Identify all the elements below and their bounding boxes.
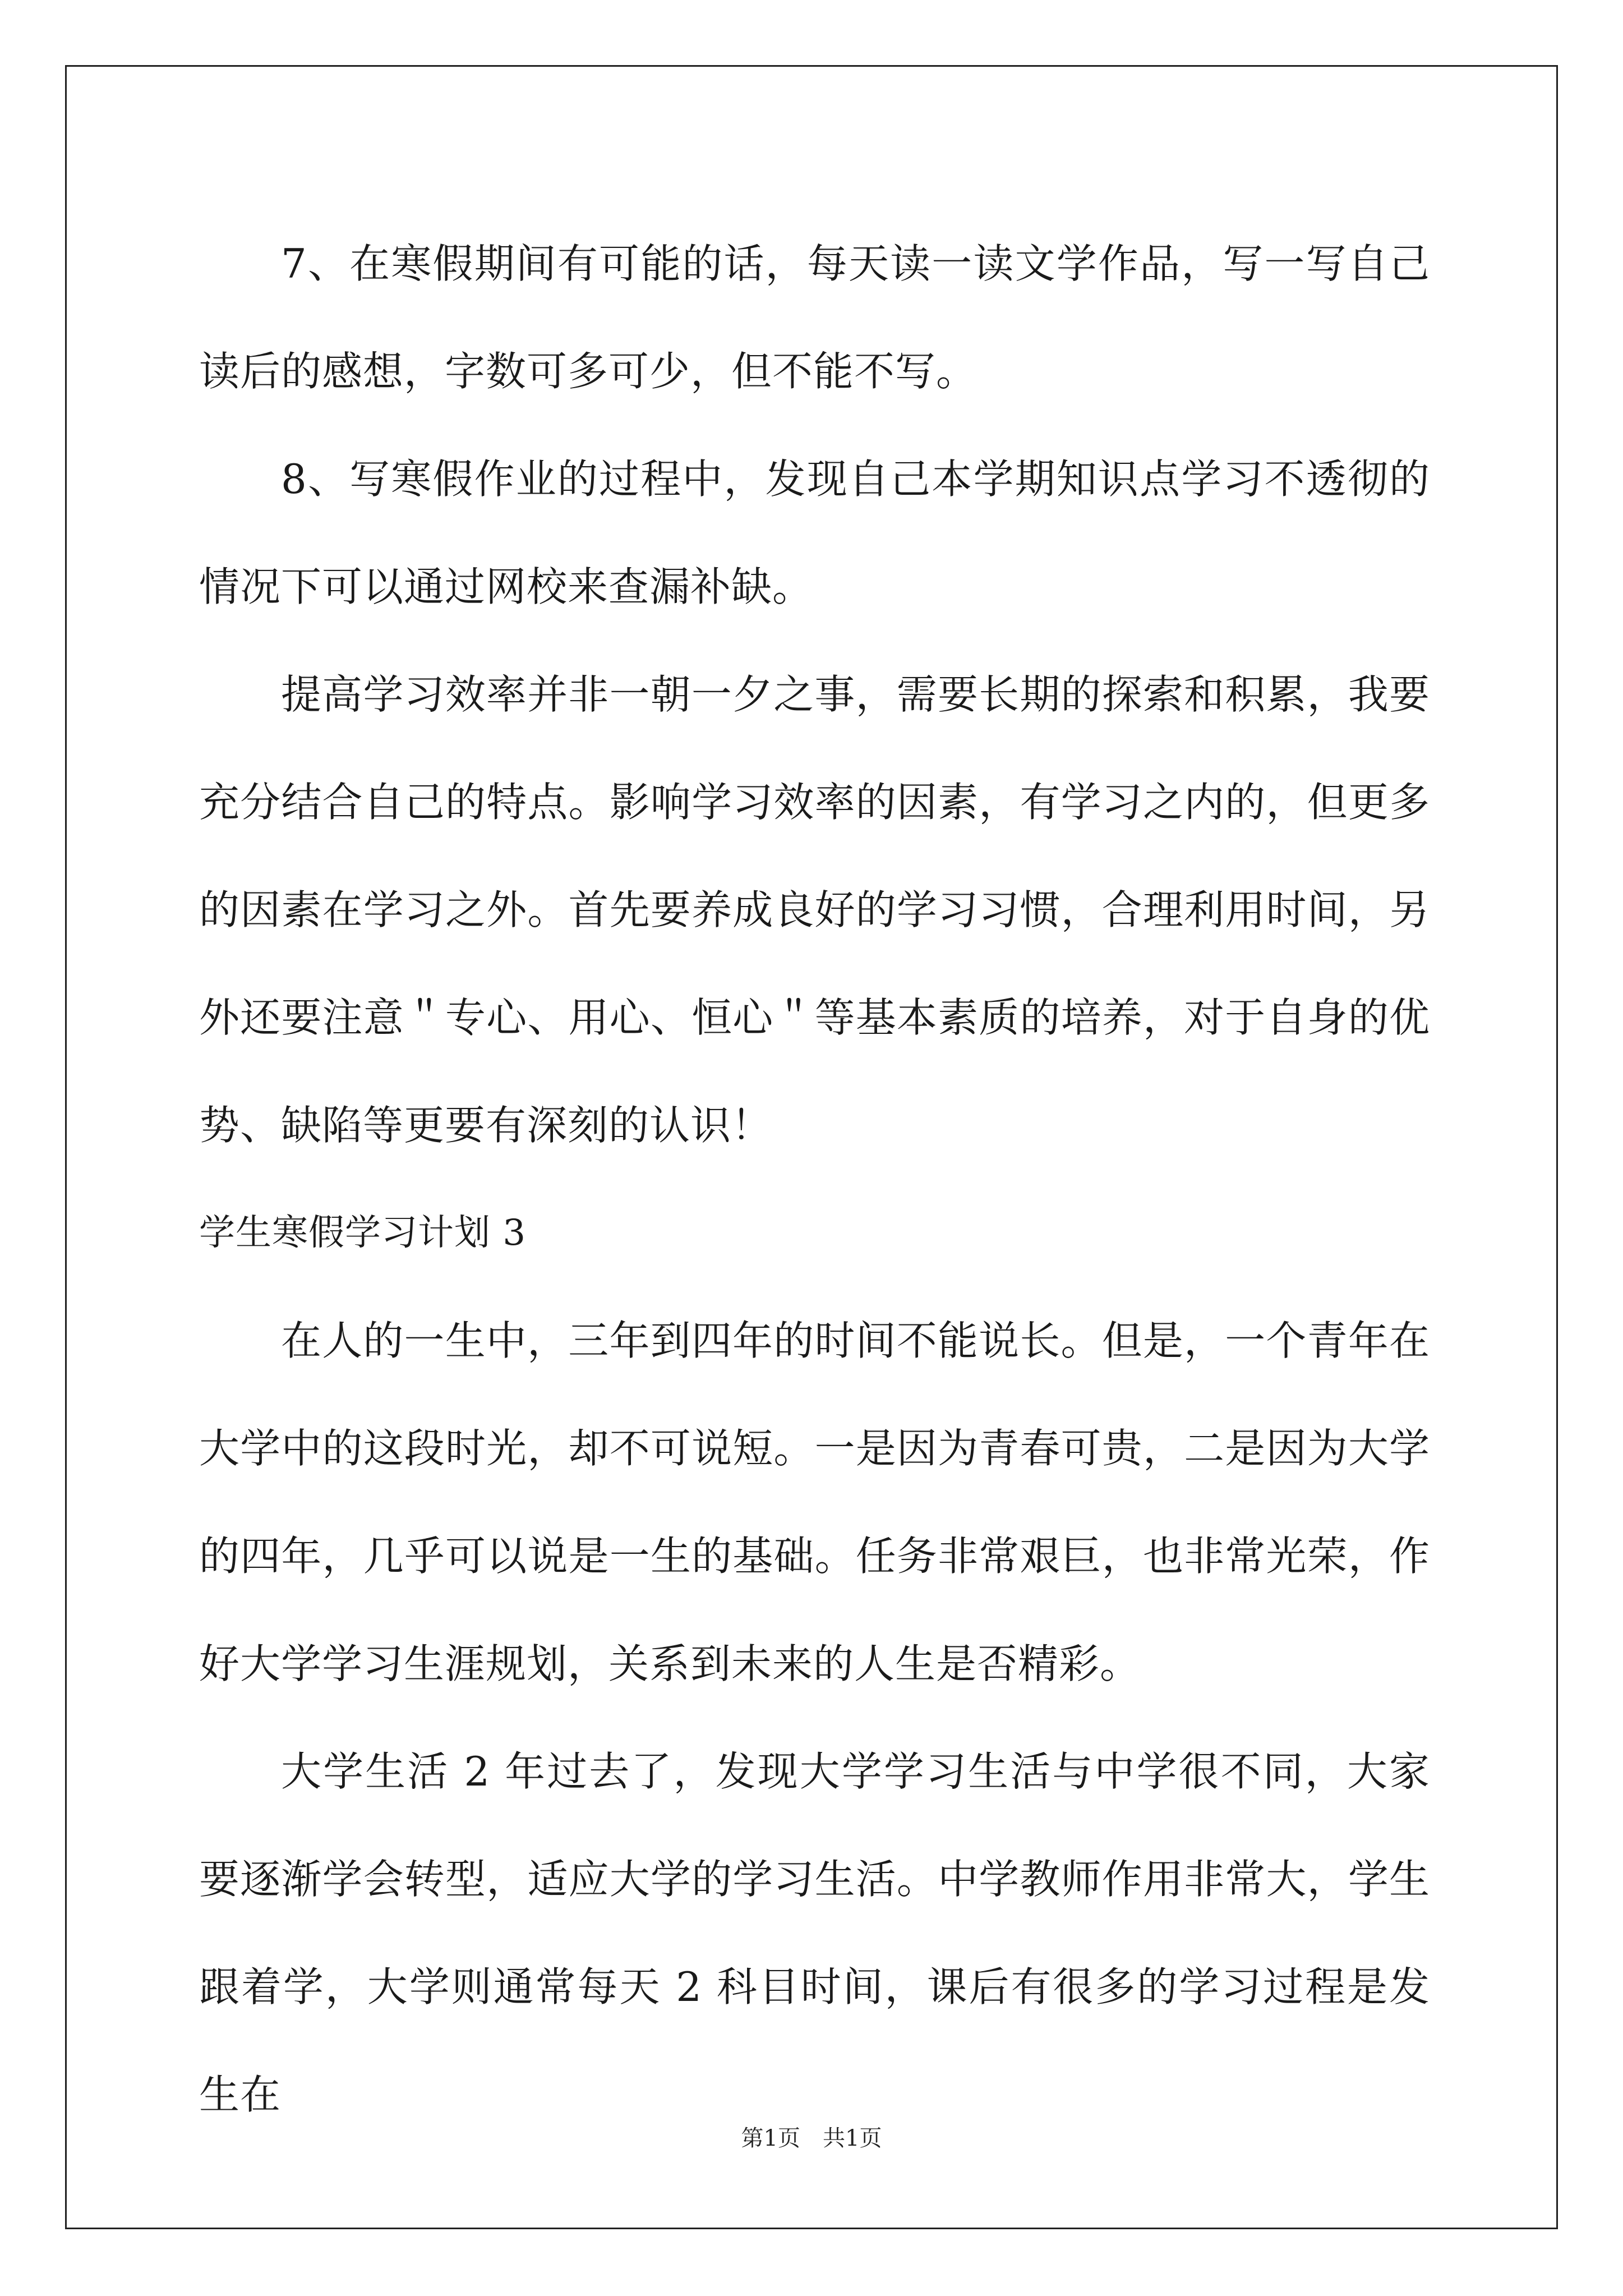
paragraph-university-years: 在人的一生中，三年到四年的时间不能说长。但是，一个青年在大学中的这段时光，却不可说短。一是因为青春可贵，二是因为大学的四年，几乎可以说是一生的基础。任务非常艰巨，也非常光荣，作好大学学习生涯规划，关系到未来的人生是否精彩。 bbox=[199, 1317, 1430, 1687]
paragraph-university-life: 大学生活 2 年过去了，发现大学学习生活与中学很不同，大家要逐渐学会转型，适应大学的学习生活。中学教师作用非常大，学生跟着学，大学则通常每天 2 科目时间，课后有很多的学习过程是发生在 bbox=[199, 1748, 1430, 2118]
section-title: 学生寒假学习计划 3 bbox=[199, 1212, 527, 1254]
paragraph-item-8: 8、写寒假作业的过程中，发现自己本学期知识点学习不透彻的情况下可以通过网校来查漏补缺。 bbox=[199, 455, 1430, 610]
paragraph-efficiency: 提高学习效率并非一朝一夕之事，需要长期的探索和积累，我要充分结合自己的特点。影响学习效率的因素，有学习之内的，但更多的因素在学习之外。首先要养成良好的学习习惯，合理利用时间，另外还要注意＂专心、用心、恒心＂等基本素质的培养，对于自身的优势、缺陷等更要有深刻的认识！ bbox=[199, 671, 1430, 1149]
document-body bbox=[199, 210, 1430, 2148]
page-footer: 第1页 共1页 bbox=[741, 2125, 882, 2151]
paragraph-item-7: 7、在寒假期间有可能的话，每天读一读文学作品，写一写自己读后的感想，字数可多可少，但不能不写。 bbox=[199, 240, 1430, 395]
